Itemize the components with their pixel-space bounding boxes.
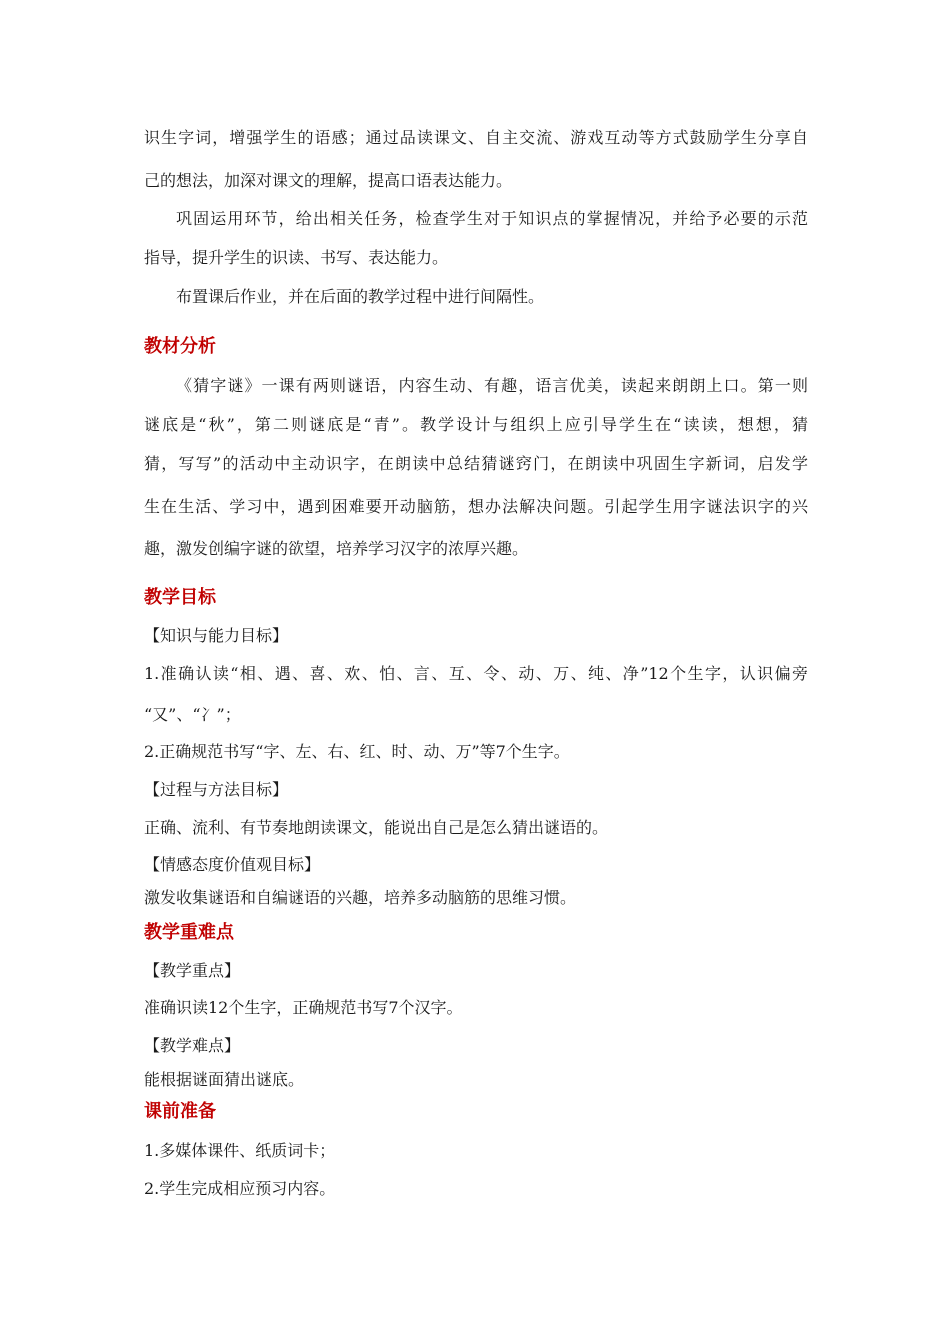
materials-line-5: 趣，激发创编字谜的欲望，培养学习汉字的浓厚兴趣。 [144, 539, 529, 558]
process-goals-text: 正确、流利、有节奏地朗读课文，能说出自己是怎么猜出谜语的。 [144, 818, 609, 837]
prep-item-2: 2.学生完成相应预习内容。 [144, 1179, 336, 1198]
emotion-goals-label: 【情感态度价值观目标】 [144, 855, 321, 874]
materials-line-2: 谜底是“秋”，第二则谜底是“青”。教学设计与组织上应引导学生在“读读，想想，猜 [144, 415, 808, 434]
key-point-text: 准确识读12个生字，正确规范书写7个汉字。 [144, 998, 463, 1017]
difficult-point-label: 【教学难点】 [144, 1036, 241, 1055]
intro-paragraph-1-line-2: 己的想法，加深对课文的理解，提高口语表达能力。 [144, 171, 513, 190]
section-heading-materials: 教材分析 [144, 336, 216, 357]
intro-paragraph-2-line-2: 指导，提升学生的识读、书写、表达能力。 [144, 248, 449, 267]
knowledge-goal-1-line-1: 1.准确认读“相、遇、喜、欢、怕、言、互、令、动、万、纯、净”12个生字，认识偏旁 [144, 664, 808, 683]
materials-line-1: 《猜字谜》一课有两则谜语，内容生动、有趣，语言优美，读起来朗朗上口。第一则 [176, 376, 808, 395]
intro-paragraph-1-line-1: 识生字词，增强学生的语感；通过品读课文、自主交流、游戏互动等方式鼓励学生分享自 [144, 128, 808, 147]
process-goals-label: 【过程与方法目标】 [144, 780, 289, 799]
knowledge-goal-2: 2.正确规范书写“字、左、右、红、时、动、万”等7个生字。 [144, 742, 570, 761]
intro-paragraph-3: 布置课后作业，并在后面的教学过程中进行间隔性。 [176, 287, 545, 306]
emotion-goals-text: 激发收集谜语和自编谜语的兴趣，培养多动脑筋的思维习惯。 [144, 888, 577, 907]
key-point-label: 【教学重点】 [144, 961, 241, 980]
intro-paragraph-2-line-1: 巩固运用环节，给出相关任务，检查学生对于知识点的掌握情况，并给予必要的示范 [176, 209, 808, 228]
materials-line-3: 猜，写写”的活动中主动识字，在朗读中总结猜谜窍门，在朗读中巩固生字新词，启发学 [144, 454, 808, 473]
knowledge-goals-label: 【知识与能力目标】 [144, 626, 289, 645]
section-heading-prep: 课前准备 [144, 1101, 216, 1122]
difficult-point-text: 能根据谜面猜出谜底。 [144, 1070, 305, 1089]
materials-line-4: 生在生活、学习中，遇到困难要开动脑筋，想办法解决问题。引起学生用字谜法识字的兴 [144, 497, 808, 516]
section-heading-keypoints: 教学重难点 [144, 922, 234, 943]
knowledge-goal-1-line-2: “又”、“冫”； [144, 705, 241, 724]
prep-item-1: 1.多媒体课件、纸质词卡； [144, 1141, 336, 1160]
section-heading-goals: 教学目标 [144, 587, 216, 608]
